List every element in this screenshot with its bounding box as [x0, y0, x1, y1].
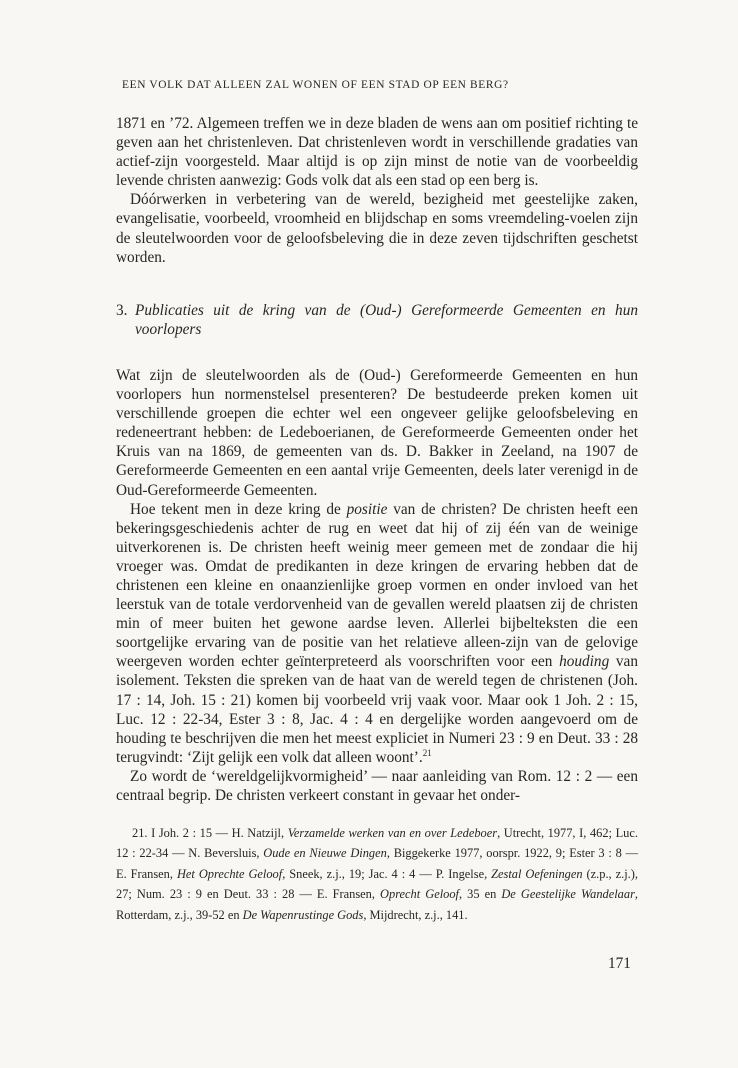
paragraph-1: 1871 en ’72. Algemeen treffen we in deze bladen de wens aan om positief richting te geven aan het christenleven. Dat christenleven wordt in verschillende gradaties van actief-zijn voorgesteld. Maar altijd is op zijn minst de notie van de voorbeeldig levende christen aanwezig: Gods volk dat als een stad op een berg is.	[116, 115, 638, 190]
body-text	[116, 114, 638, 805]
section-title: Publicaties uit de kring van de (Oud-) Gereformeerde Gemeenten en hun voorlopers	[135, 301, 638, 338]
section-number: 3.	[116, 301, 128, 319]
footnote-21: 21. I Joh. 2 : 15 — H. Natzijl, Verzamelde werken van en over Ledeboer, Utrecht, 1977, I, 462; Luc. 12 : 22-34 — N. Beversluis, Oude en Nieuwe Dingen, Biggekerke 1977, oorspr. 1922, 9; Ester 3 : 8 — E. Fransen, Het Oprechte Geloof, Sneek, z.j., 19; Jac. 4 : 4 — P. Ingelse, Zestal Oefeningen (z.p., z.j.), 27; Num. 23 : 9 en Deut. 33 : 28 — E. Fransen, Oprecht Geloof, 35 en De Geestelijke Wandelaar, Rotterdam, z.j., 39-52 en De Wapenrustinge Gods, Mijdrecht, z.j., 141.	[116, 826, 639, 922]
page-number: 171	[608, 955, 631, 972]
paragraph-4: Hoe tekent men in deze kring de positie van de christen? De christen heeft een bekeringsgeschiedenis achter de rug en weet dat hij of zij één van de weinige uitverkorenen is. De christen heeft weinig meer gemeen met de zondaar die hij vroeger was. Omdat de predikanten in deze kringen de ervaring hebben dat de christenen een kleine en onaanzienlijke groep vormen en onder invloed van het leerstuk van de totale verdorvenheid van de gevallen wereld plaatsen zij de christen min of meer buiten het gewone aardse leven. Allerlei bijbelteksten die een soortgelijke ervaring van de positie van het relatieve alleen-zijn van de gelovige weergeven worden echter geïnterpreteerd als voorschriften voor een houding van isolement. Teksten die spreken van de haat van de wereld tegen de christenen (Joh. 17 : 14, Joh. 15 : 21) komen bij voorbeeld vrij vaak voor. Maar ook 1 Joh. 2 : 15, Luc. 12 : 22-34, Ester 3 : 8, Jac. 4 : 4 en dergelijke worden aangevoerd om de houding te beschrijven die men het meest expliciet in Numeri 23 : 9 en Deut. 33 : 28 terugvindt: ‘Zijt gelijk een volk dat alleen woont’.$^{21}$	[116, 500, 638, 766]
footnote	[116, 823, 638, 925]
running-head: EEN VOLK DAT ALLEEN ZAL WONEN OF EEN STAD OP EEN BERG?	[122, 79, 509, 91]
footnote-ref[interactable]: 21	[422, 747, 432, 758]
section-heading	[116, 301, 638, 339]
paragraph-3: Wat zijn de sleutelwoorden als de (Oud-) Gereformeerde Gemeenten en hun voorlopers hun normenstelsel presenteren? De bestudeerde preken komen uit verschillende groepen die echter wel een ongeveer gelijke geloofsbeleving en redeneertrant hebben: de Ledeboerianen, de Gereformeerde Gemeenten onder het Kruis van na 1869, de gemeenten van ds. D. Bakker in Zeeland, na 1907 de Gereformeerde Gemeenten en een aantal vrije Gemeenten, deels later verenigd in de Oud-Gereformeerde Gemeenten.	[116, 366, 638, 499]
emphasis-positie: positie	[346, 500, 388, 518]
paragraph-5: Zo wordt de ‘wereldgelijkvormigheid’ — naar aanleiding van Rom. 12 : 2 — een centraal begrip. De christen verkeert constant in gevaar het onder-	[116, 767, 638, 804]
emphasis-houding: houding	[559, 653, 610, 671]
paragraph-2: Dóórwerken in verbetering van de wereld, bezigheid met geestelijke zaken, evangelisatie, voorbeeld, vroomheid en blijdschap en soms vreemdeling-voelen zijn de sleutelwoorden voor de geloofsbeleving die in deze zeven tijdschriften geschetst worden.	[116, 191, 638, 266]
